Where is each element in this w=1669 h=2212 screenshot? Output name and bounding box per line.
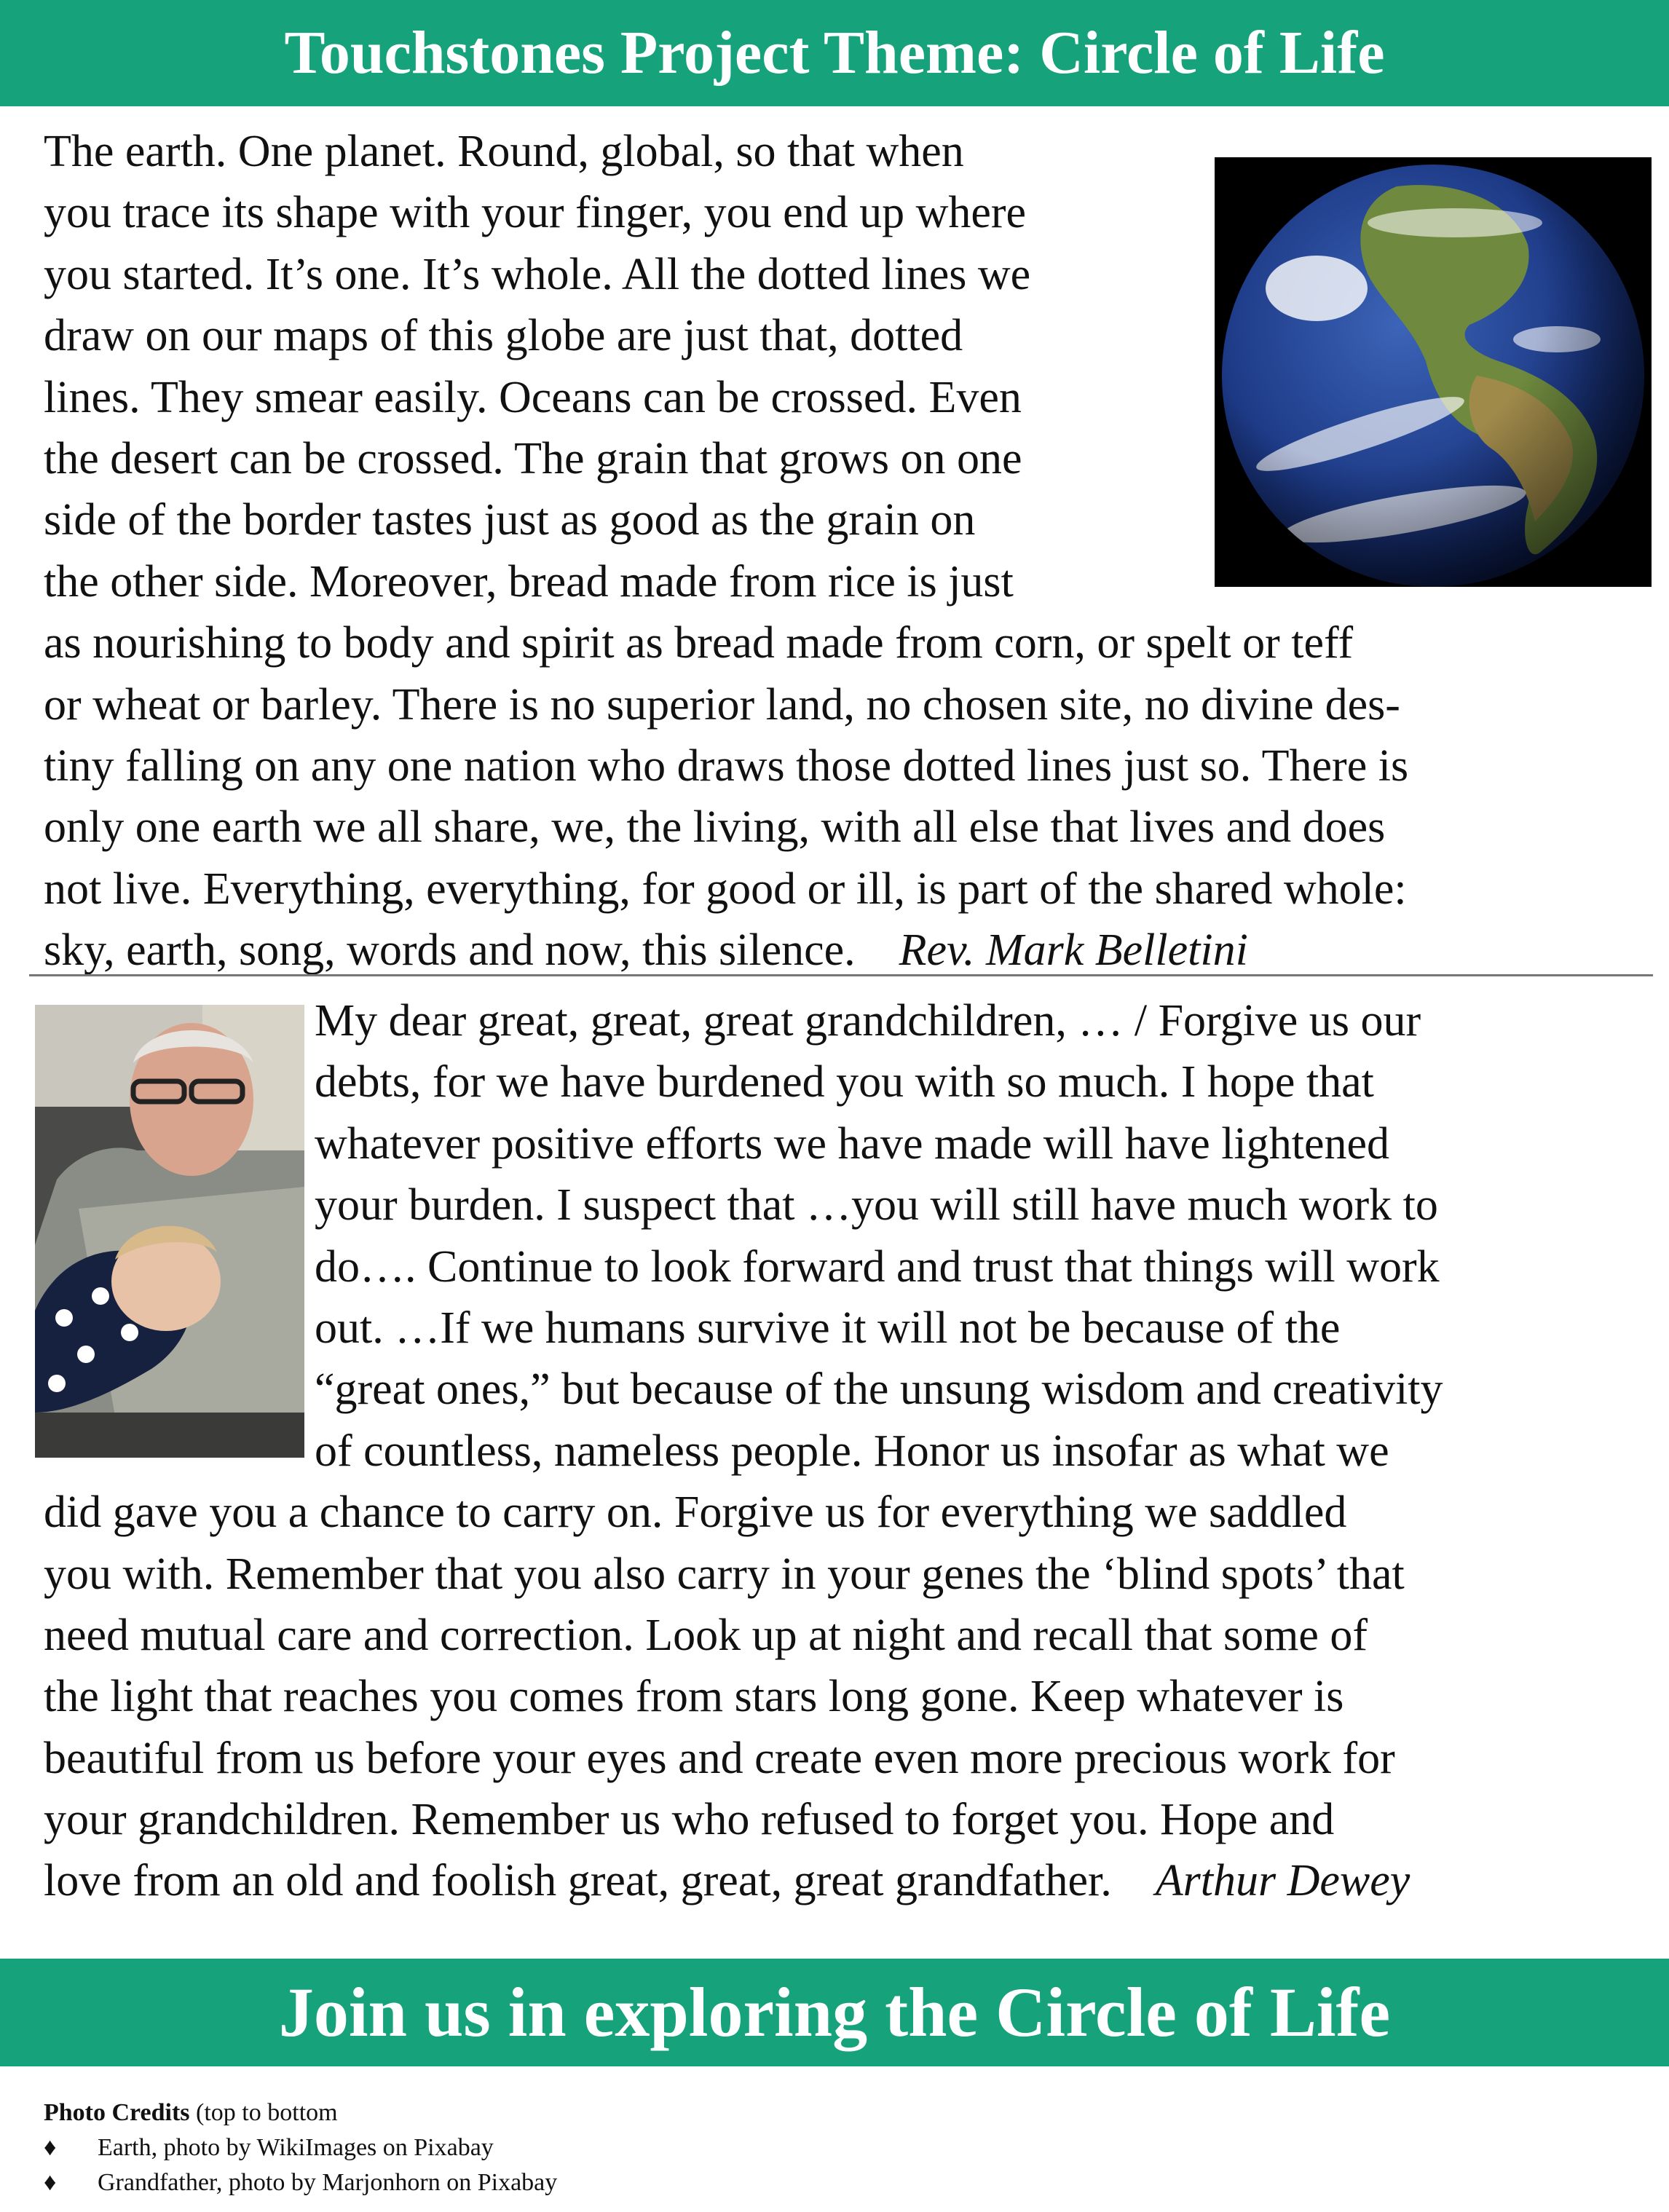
reading-belletini xyxy=(44,121,1408,981)
text-line: need mutual care and correction. Look up at night and recall that some of xyxy=(44,1610,1368,1660)
list-item xyxy=(44,2165,557,2200)
text-line: you started. It’s one. It’s whole. All the dotted lines we xyxy=(44,249,1031,299)
header-banner xyxy=(0,0,1669,106)
text-line: tiny falling on any one nation who draws those dotted lines just so. There is xyxy=(44,740,1409,791)
text-line: not live. Everything, everything, for good or ill, is part of the shared whole: xyxy=(44,864,1407,914)
text-line: your burden. I suspect that …you will still have much work to xyxy=(315,1180,1438,1231)
diamond-bullet-icon: ♦ xyxy=(44,2169,57,2196)
text-line: the other side. Moreover, bread made from rice is just xyxy=(44,556,1014,607)
earth-photo xyxy=(1215,157,1652,587)
text-line: out. …If we humans survive it will not be because of the xyxy=(315,1303,1341,1353)
text-line: whatever positive efforts we have made will have lightened xyxy=(315,1118,1390,1169)
text-line: draw on our maps of this globe are just that, dotted xyxy=(44,311,963,361)
attribution-dewey: Arthur Dewey xyxy=(1155,1856,1410,1906)
page-title: Touchstones Project Theme: Circle of Life xyxy=(284,19,1385,87)
text-line: your grandchildren. Remember us who refused to forget you. Hope and xyxy=(44,1795,1335,1845)
text-line: of countless, nameless people. Honor us insofar as what we xyxy=(315,1426,1389,1476)
footer-banner-title: Join us in exploring the Circle of Life xyxy=(278,1973,1391,2051)
text-line: love from an old and foolish great, great, great grandfather. xyxy=(44,1856,1112,1906)
text-line: lines. They smear easily. Oceans can be crossed. Even xyxy=(44,372,1022,422)
text-line: you with. Remember that you also carry in your genes the ‘blind spots’ that xyxy=(44,1549,1405,1599)
photo-credits-title xyxy=(44,2096,557,2130)
text-line: do…. Continue to look forward and trust that things will work xyxy=(315,1241,1440,1292)
diamond-bullet-icon: ♦ xyxy=(44,2134,57,2161)
photo-credits-heading: Photo Credits xyxy=(44,2099,190,2126)
credit-text: Earth, photo by WikiImages on Pixabay xyxy=(98,2134,494,2161)
photo-credits xyxy=(44,2096,557,2200)
reading-dewey xyxy=(44,990,1443,1912)
text-line: the desert can be crossed. The grain that grows on one xyxy=(44,433,1022,483)
photo-credits-subheading: (top to bottom xyxy=(189,2099,338,2126)
list-item xyxy=(44,2130,557,2165)
text-line: debts, for we have burdened you with so much. I hope that xyxy=(315,1057,1374,1107)
section-divider xyxy=(29,974,1653,976)
text-line: did gave you a chance to carry on. Forgive us for everything we saddled xyxy=(44,1488,1347,1538)
attribution-belletini: Rev. Mark Belletini xyxy=(899,925,1248,976)
footer-banner xyxy=(0,1959,1669,2066)
credit-text: Grandfather, photo by Marjonhorn on Pixabay xyxy=(98,2169,558,2196)
text-line: side of the border tastes just as good as the grain on xyxy=(44,495,976,545)
text-line: The earth. One planet. Round, global, so that when xyxy=(44,127,964,176)
text-line: or wheat or barley. There is no superior land, no chosen site, no divine des- xyxy=(44,679,1400,730)
text-line-last xyxy=(44,920,1408,981)
text-line: sky, earth, song, words and now, this silence. xyxy=(44,925,856,976)
text-line: beautiful from us before your eyes and create even more precious work for xyxy=(44,1733,1395,1783)
text-line: My dear great, great, great grandchildren, … / Forgive us our xyxy=(315,996,1421,1046)
text-line-last xyxy=(44,1850,1443,1911)
text-line: “great ones,” but because of the unsung wisdom and creativity xyxy=(315,1364,1443,1415)
text-line: you trace its shape with your finger, you end up where xyxy=(44,188,1027,238)
text-line: the light that reaches you comes from stars long gone. Keep whatever is xyxy=(44,1672,1344,1722)
text-line: as nourishing to body and spirit as bread made from corn, or spelt or teff xyxy=(44,618,1354,668)
text-line: only one earth we all share, we, the living, with all else that lives and does xyxy=(44,802,1386,853)
